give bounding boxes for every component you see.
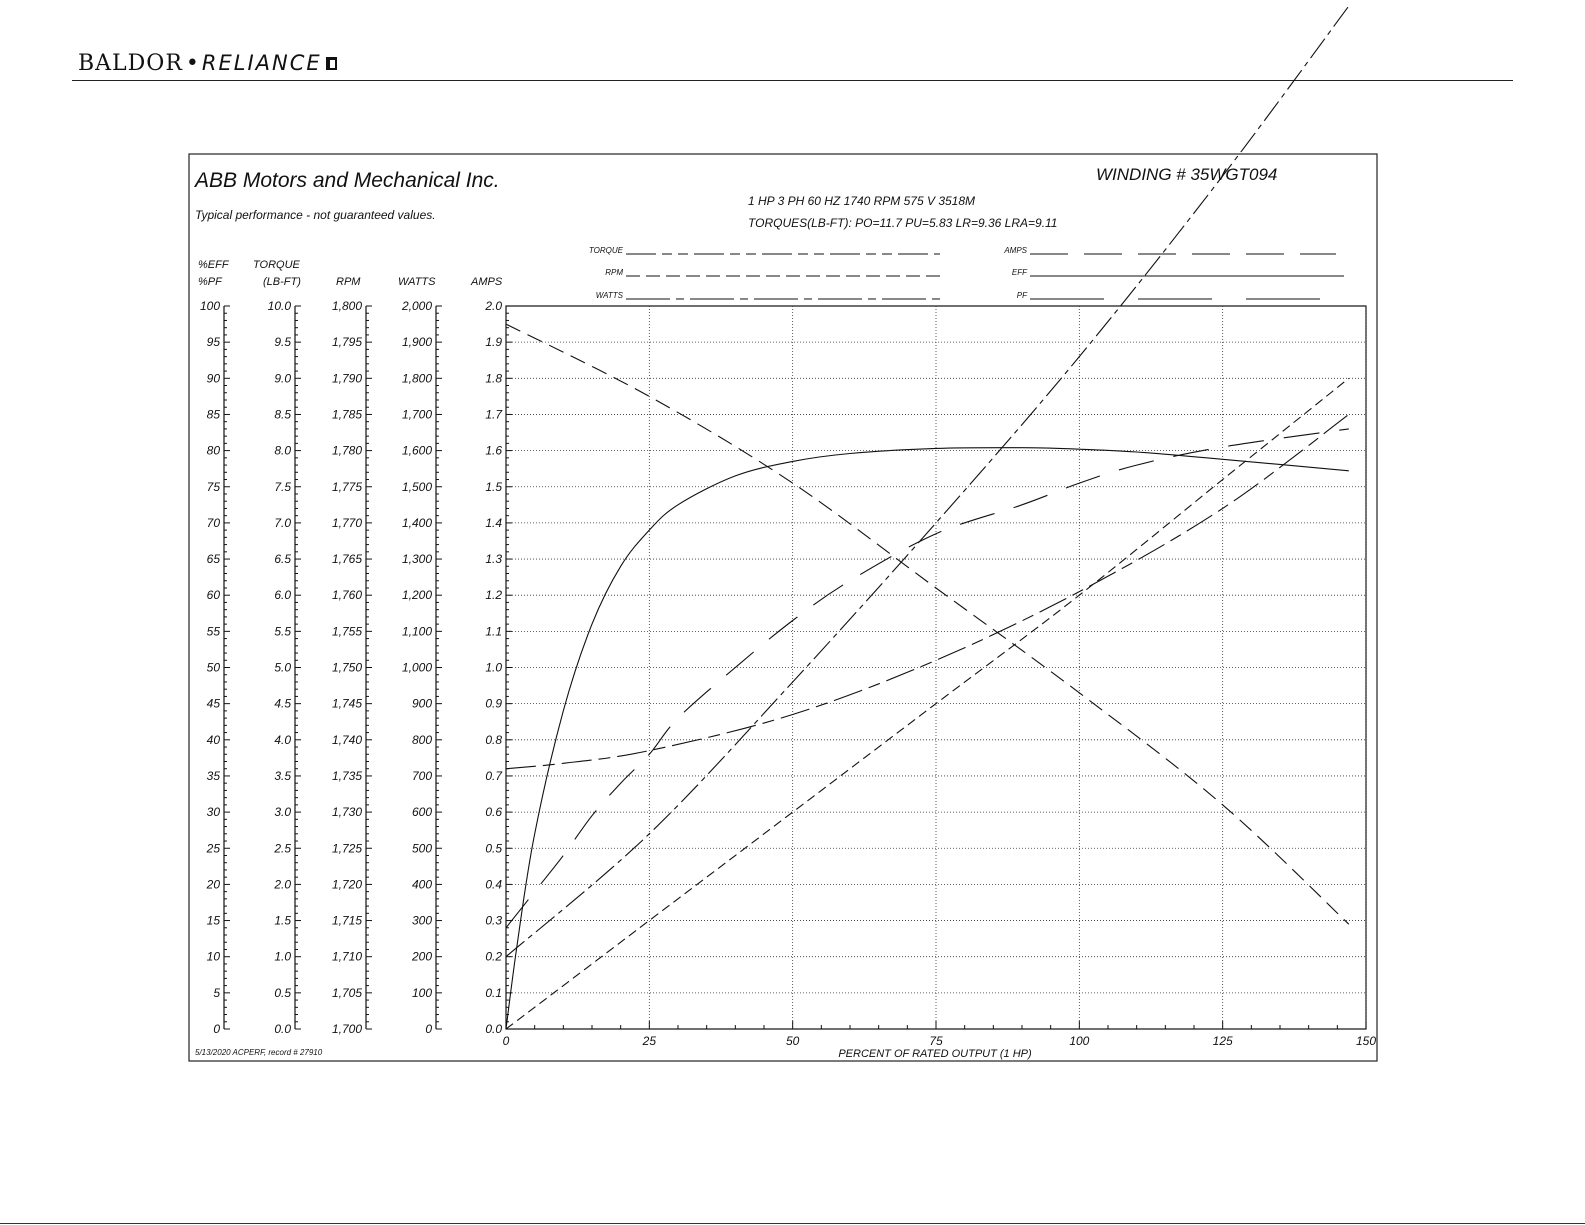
tick-label-eff_pf: 85 — [206, 407, 220, 422]
axis-header-watts: WATTS — [398, 276, 436, 288]
legend-label-eff: EFF — [1011, 268, 1027, 277]
tick-label-torque: 0.0 — [274, 1022, 291, 1036]
tick-label-eff_pf: 45 — [206, 696, 220, 711]
tick-label-torque: 8.5 — [274, 407, 291, 422]
tick-label-rpm: 1,735 — [331, 768, 362, 783]
tick-label-rpm: 1,760 — [331, 588, 362, 603]
tick-label-eff_pf: 20 — [206, 877, 220, 892]
motor-specs: 1 HP 3 PH 60 HZ 1740 RPM 575 V 3518M — [748, 194, 976, 208]
tick-label-watts: 2,000 — [401, 299, 432, 313]
tick-label-torque: 2.5 — [274, 841, 291, 856]
tick-label-rpm: 1,715 — [331, 913, 362, 928]
tick-label-amps: 1.6 — [485, 443, 502, 458]
tick-label-torque: 3.0 — [274, 805, 291, 820]
tick-label-eff_pf: 50 — [206, 660, 220, 675]
tick-label-torque: 8.0 — [274, 443, 291, 458]
legend-label-pf: PF — [1016, 291, 1027, 300]
tick-label-rpm: 1,780 — [331, 443, 362, 458]
tick-label-torque: 5.5 — [274, 624, 291, 639]
tick-label-watts: 200 — [411, 949, 432, 964]
tick-label-rpm: 1,775 — [331, 479, 362, 494]
tick-label-rpm: 1,730 — [331, 805, 362, 820]
series-watts-line — [506, 6, 1349, 957]
tick-label-torque: 9.0 — [274, 371, 291, 386]
tick-label-watts: 1,100 — [401, 624, 432, 639]
tick-label-rpm: 1,755 — [331, 624, 362, 639]
tick-label-watts: 100 — [411, 985, 432, 1000]
tick-label-eff_pf: 0 — [213, 1022, 220, 1036]
torque-specs: TORQUES(LB-FT): PO=11.7 PU=5.83 LR=9.36 LRA=9.11 — [748, 216, 1058, 230]
tick-label-amps: 0.4 — [485, 877, 502, 892]
tick-label-rpm: 1,745 — [331, 696, 362, 711]
winding-number: WINDING # 35WGT094 — [1096, 165, 1278, 184]
x-tick-label: 100 — [1069, 1034, 1090, 1048]
tick-label-amps: 1.9 — [485, 335, 502, 350]
tick-label-watts: 1,900 — [401, 335, 432, 350]
tick-label-torque: 1.0 — [274, 949, 291, 964]
tick-label-watts: 1,300 — [401, 552, 432, 567]
tick-label-torque: 6.5 — [274, 552, 291, 567]
tick-label-torque: 7.5 — [274, 479, 291, 494]
tick-label-torque: 10.0 — [267, 299, 291, 313]
tick-label-watts: 1,400 — [401, 515, 432, 530]
x-tick-label: 50 — [785, 1034, 800, 1048]
tick-label-eff_pf: 35 — [206, 768, 220, 783]
tick-label-rpm: 1,720 — [331, 877, 362, 892]
brand-right: RELIANCE — [201, 51, 322, 75]
tick-label-amps: 0.2 — [485, 949, 502, 964]
tick-label-torque: 1.5 — [274, 913, 291, 928]
tick-label-watts: 300 — [411, 913, 432, 928]
tick-label-rpm: 1,705 — [331, 985, 362, 1000]
axis-header-torque-unit: (LB-FT) — [263, 276, 301, 288]
tick-label-eff_pf: 95 — [206, 335, 220, 350]
tick-label-rpm: 1,765 — [331, 552, 362, 567]
tick-label-amps: 0.1 — [485, 985, 502, 1000]
tick-label-eff_pf: 75 — [206, 479, 220, 494]
legend — [589, 246, 1344, 300]
plot-area — [503, 6, 1377, 1048]
tick-label-amps: 0.8 — [485, 732, 502, 747]
tick-label-eff_pf: 60 — [206, 588, 220, 603]
tick-label-rpm: 1,785 — [331, 407, 362, 422]
tick-label-rpm: 1,725 — [331, 841, 362, 856]
tick-label-eff_pf: 55 — [206, 624, 220, 639]
tick-label-rpm: 1,700 — [331, 1022, 362, 1036]
tick-label-watts: 1,700 — [401, 407, 432, 422]
tick-label-eff_pf: 10 — [206, 949, 220, 964]
tick-label-eff_pf: 25 — [206, 841, 220, 856]
tick-label-amps: 0.0 — [485, 1022, 502, 1036]
tick-label-watts: 600 — [411, 805, 432, 820]
tick-label-amps: 1.0 — [485, 660, 502, 675]
axis-header-rpm: RPM — [336, 276, 361, 288]
tick-label-amps: 2.0 — [485, 299, 502, 313]
legend-label-torque: TORQUE — [588, 246, 623, 255]
tick-label-torque: 2.0 — [274, 877, 291, 892]
record-footer: 5/13/2020 ACPERF, record # 27910 — [195, 1048, 323, 1057]
tick-label-watts: 1,800 — [401, 371, 432, 386]
tick-label-amps: 1.4 — [485, 515, 502, 530]
tick-label-watts: 800 — [411, 732, 432, 747]
tick-label-watts: 1,600 — [401, 443, 432, 458]
tick-label-eff_pf: 90 — [206, 371, 220, 386]
tick-label-rpm: 1,750 — [331, 660, 362, 675]
tick-label-eff_pf: 65 — [206, 552, 220, 567]
tick-label-watts: 0 — [425, 1022, 432, 1036]
x-tick-label: 150 — [1355, 1034, 1377, 1048]
legend-label-amps: AMPS — [1004, 246, 1027, 255]
tick-label-watts: 1,500 — [401, 479, 432, 494]
tick-label-amps: 0.5 — [485, 841, 502, 856]
tick-label-torque: 4.0 — [274, 732, 291, 747]
tick-label-eff_pf: 70 — [206, 515, 220, 530]
tick-label-amps: 0.9 — [485, 696, 502, 711]
tick-label-eff_pf: 5 — [213, 985, 220, 1000]
tick-label-amps: 0.6 — [485, 805, 502, 820]
x-tick-label: 0 — [502, 1034, 510, 1048]
tick-label-amps: 1.2 — [485, 588, 502, 603]
tick-label-torque: 4.5 — [274, 696, 291, 711]
tick-label-amps: 1.8 — [485, 371, 502, 386]
chart-frame — [189, 154, 1377, 1061]
brand-dot: • — [185, 50, 199, 76]
tick-label-amps: 0.3 — [485, 913, 502, 928]
tick-label-amps: 1.3 — [485, 552, 502, 567]
tick-label-amps: 1.5 — [485, 479, 502, 494]
x-axis-label: PERCENT OF RATED OUTPUT (1 HP) — [838, 1048, 1032, 1060]
x-tick-label: 25 — [642, 1034, 657, 1048]
tick-label-torque: 0.5 — [274, 985, 291, 1000]
tick-label-watts: 900 — [411, 696, 432, 711]
tick-label-torque: 5.0 — [274, 660, 291, 675]
tick-label-eff_pf: 40 — [206, 732, 220, 747]
tick-label-amps: 1.1 — [485, 624, 502, 639]
tick-label-torque: 6.0 — [274, 588, 291, 603]
axis-header-pf: %PF — [198, 276, 222, 288]
tick-label-torque: 9.5 — [274, 335, 291, 350]
tick-label-rpm: 1,770 — [331, 515, 362, 530]
tick-label-watts: 1,000 — [401, 660, 432, 675]
tick-label-amps: 0.7 — [485, 768, 502, 783]
tick-label-watts: 500 — [411, 841, 432, 856]
tick-label-eff_pf: 15 — [206, 913, 220, 928]
tick-label-eff_pf: 100 — [199, 299, 220, 313]
tick-label-eff_pf: 80 — [206, 443, 220, 458]
legend-label-rpm: RPM — [605, 268, 623, 277]
tick-label-rpm: 1,790 — [331, 371, 362, 386]
axis-header-torque: TORQUE — [253, 259, 300, 271]
axis-header-amps: AMPS — [471, 276, 503, 288]
legend-label-watts: WATTS — [595, 291, 623, 300]
tick-label-rpm: 1,800 — [331, 299, 362, 313]
tick-label-amps: 1.7 — [485, 407, 502, 422]
tick-label-watts: 1,200 — [401, 588, 432, 603]
tick-label-rpm: 1,710 — [331, 949, 362, 964]
axis-header-eff: %EFF — [198, 259, 229, 271]
tick-label-torque: 7.0 — [274, 515, 291, 530]
tick-label-watts: 400 — [411, 877, 432, 892]
tick-label-watts: 700 — [411, 768, 432, 783]
tick-label-rpm: 1,740 — [331, 732, 362, 747]
tick-label-eff_pf: 30 — [206, 805, 220, 820]
x-tick-label: 125 — [1212, 1034, 1233, 1048]
x-tick-label: 75 — [929, 1034, 943, 1048]
tick-label-rpm: 1,795 — [331, 335, 362, 350]
brand-left: BALDOR — [78, 50, 183, 76]
footer-rule — [0, 1223, 1585, 1224]
disclaimer-text: Typical performance - not guaranteed values. — [195, 208, 436, 222]
tick-label-torque: 3.5 — [274, 768, 291, 783]
company-title: ABB Motors and Mechanical Inc. — [195, 169, 500, 192]
y-axes — [200, 299, 503, 1036]
